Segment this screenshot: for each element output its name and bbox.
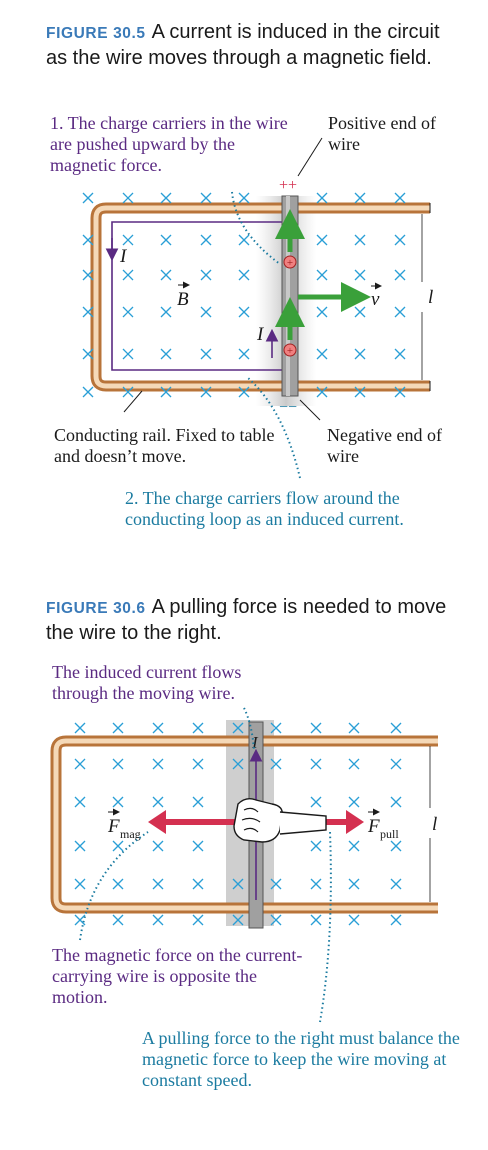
field-x-mark (153, 841, 163, 851)
field-x-mark (395, 270, 405, 280)
magnetic-field-marks (83, 193, 405, 397)
field-x-mark (317, 235, 327, 245)
field-x-mark (75, 797, 85, 807)
field-x-mark (239, 235, 249, 245)
field-x-mark (123, 270, 133, 280)
svg-text:F: F (108, 816, 120, 837)
fpull-label (367, 812, 399, 841)
field-x-mark (201, 235, 211, 245)
field-x-mark (391, 879, 401, 889)
field-x-mark (75, 723, 85, 733)
field-x-mark (355, 235, 365, 245)
field-x-mark (113, 797, 123, 807)
leader-positive-end (298, 138, 322, 176)
field-x-mark (349, 915, 359, 925)
field-x-mark (113, 915, 123, 925)
svg-text:v: v (371, 289, 380, 310)
label-negative-end: Negative end of wire (327, 425, 442, 466)
field-x-mark (391, 723, 401, 733)
field-x-mark (349, 723, 359, 733)
figure-30-5-number: FIGURE 30.5 (46, 25, 146, 42)
note-induced-current-flow: 2. The charge carriers flow around the conducting loop as an induced current. (125, 488, 404, 529)
note-magnetic-force-opposite: The magnetic force on the current-carrying wire is opposite the motion. (52, 945, 303, 1007)
field-x-mark (349, 759, 359, 769)
field-x-mark (317, 349, 327, 359)
field-x-mark (161, 349, 171, 359)
svg-text:B: B (177, 289, 189, 310)
field-x-mark (193, 841, 203, 851)
field-x-mark (123, 193, 133, 203)
field-x-mark (75, 759, 85, 769)
field-x-mark (311, 797, 321, 807)
figure-30-6-diagram (56, 708, 438, 1022)
field-x-mark (153, 723, 163, 733)
figure-30-5-caption-text: A current is induced in the circuit as the wire moves through a magnetic field. (46, 21, 440, 69)
field-x-mark (161, 270, 171, 280)
velocity-label (371, 286, 381, 310)
field-x-mark (355, 349, 365, 359)
current-label-wire: I (257, 324, 264, 345)
field-x-mark (311, 915, 321, 925)
field-x-mark (161, 193, 171, 203)
field-x-mark (113, 879, 123, 889)
field-x-mark (193, 723, 203, 733)
note-pulling-force: A pulling force to the right must balance the magnetic force to keep the wire moving at constant speed. (142, 1028, 460, 1090)
field-x-mark (75, 841, 85, 851)
field-x-mark (193, 915, 203, 925)
field-x-mark (201, 270, 211, 280)
field-x-mark (83, 193, 93, 203)
field-x-mark (349, 797, 359, 807)
field-x-mark (153, 797, 163, 807)
field-x-mark (201, 307, 211, 317)
field-x-mark (395, 307, 405, 317)
field-x-mark (391, 759, 401, 769)
label-conducting-rail: Conducting rail. Fixed to table and doesn’t move. (54, 425, 275, 466)
field-x-mark (239, 270, 249, 280)
note-current-through-wire: The induced current flows through the moving wire. (52, 662, 242, 703)
svg-text:mag: mag (120, 827, 141, 841)
field-x-mark (153, 759, 163, 769)
field-x-mark (391, 915, 401, 925)
field-x-mark (311, 879, 321, 889)
field-x-mark (123, 307, 133, 317)
length-label: l (428, 287, 434, 308)
field-x-mark (113, 759, 123, 769)
negative-signs: −− (279, 399, 298, 416)
field-x-mark (193, 759, 203, 769)
field-x-mark (355, 307, 365, 317)
field-x-mark (349, 879, 359, 889)
field-label (177, 285, 189, 310)
svg-text:pull: pull (380, 827, 399, 841)
field-x-mark (123, 235, 133, 245)
field-x-mark (75, 915, 85, 925)
label-positive-end: Positive end of wire (328, 113, 436, 154)
field-x-mark (193, 797, 203, 807)
positive-signs: ++ (279, 177, 298, 194)
field-x-mark (395, 193, 405, 203)
figure-30-6-caption-text: A pulling force is needed to move the wire to the right. (46, 596, 447, 644)
field-x-mark (113, 723, 123, 733)
field-x-mark (355, 270, 365, 280)
field-x-mark (395, 235, 405, 245)
field-x-mark (311, 759, 321, 769)
field-x-mark (83, 387, 93, 397)
svg-text:F: F (368, 816, 380, 837)
figure-30-5-diagram (83, 138, 433, 478)
leader-pull-note (320, 832, 331, 1022)
field-x-mark (239, 193, 249, 203)
field-x-mark (239, 349, 249, 359)
field-x-mark (391, 797, 401, 807)
field-x-mark (349, 841, 359, 851)
field-x-mark (311, 841, 321, 851)
field-x-mark (123, 349, 133, 359)
note-carriers-pushed-upward: 1. The charge carriers in the wire are pushed upward by the magnetic force. (50, 113, 288, 175)
field-x-mark (153, 879, 163, 889)
charge-symbol: + (286, 257, 294, 269)
field-x-mark (355, 193, 365, 203)
field-x-mark (317, 307, 327, 317)
figure-30-6-number: FIGURE 30.6 (46, 600, 146, 617)
field-x-mark (75, 879, 85, 889)
field-x-mark (193, 879, 203, 889)
field-x-mark (317, 270, 327, 280)
field-x-mark (201, 349, 211, 359)
field-x-mark (311, 723, 321, 733)
charge-symbol: + (286, 345, 294, 357)
current-label-left: I (120, 246, 127, 267)
field-x-mark (113, 841, 123, 851)
field-x-mark (161, 307, 171, 317)
field-x-mark (153, 915, 163, 925)
length-label-2: l (432, 814, 438, 835)
field-x-mark (201, 193, 211, 203)
field-x-mark (395, 349, 405, 359)
field-x-mark (391, 841, 401, 851)
field-x-mark (239, 307, 249, 317)
current-label-2: I (252, 733, 258, 752)
field-x-mark (161, 235, 171, 245)
field-x-mark (317, 193, 327, 203)
fmag-label (107, 812, 141, 841)
